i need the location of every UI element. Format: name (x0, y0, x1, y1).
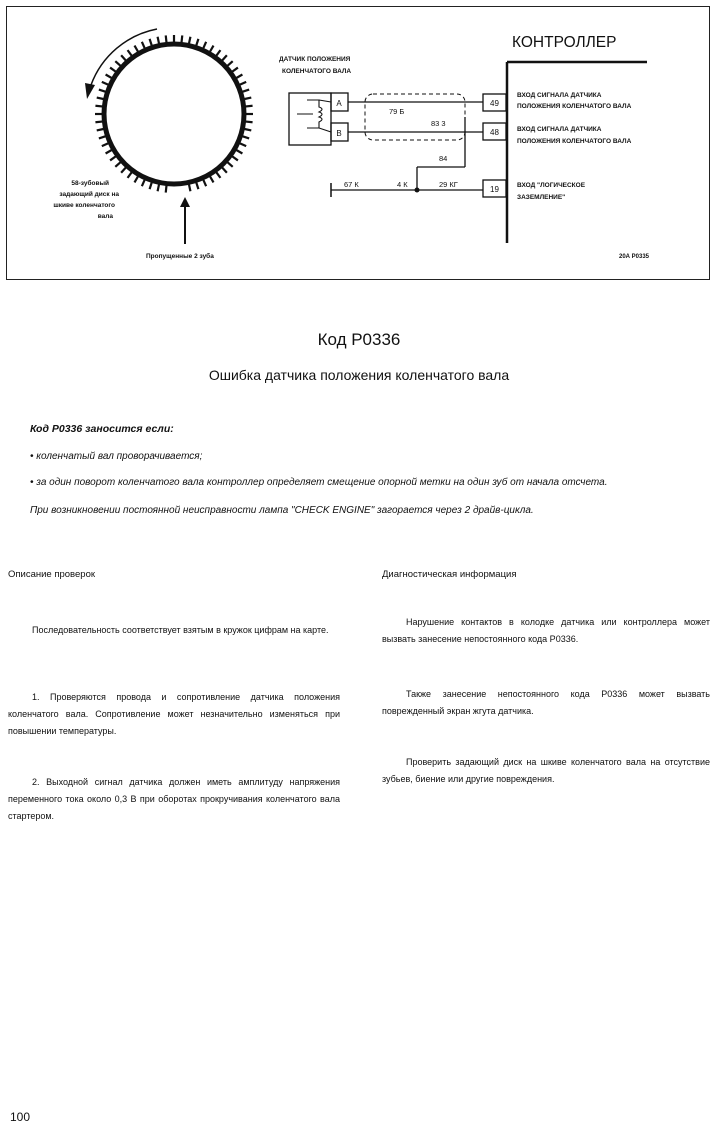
wheel-tooth (227, 61, 233, 66)
pin-49-desc-1: ВХОД СИГНАЛА ДАТЧИКА (517, 92, 602, 99)
pin-48-desc-1: ВХОД СИГНАЛА ДАТЧИКА (517, 126, 602, 133)
sensor-title-1: ДАТЧИК ПОЛОЖЕНИЯ (279, 56, 351, 63)
wheel-tooth (150, 39, 152, 47)
wheel-tooth (231, 68, 237, 73)
sensor-title-2: КОЛЕНЧАТОГО ВАЛА (282, 68, 352, 75)
page-number: 100 (10, 1110, 31, 1124)
coil-lead-a (319, 100, 331, 102)
wheel-tooth (231, 156, 237, 161)
wheel-tooth (235, 75, 242, 79)
pin-19-desc-1: ВХОД "ЛОГИЧЕСКОЕ (517, 182, 586, 189)
wheel-tooth (128, 50, 133, 56)
wheel-tooth (95, 121, 103, 122)
checks-heading: Описание проверок (8, 569, 96, 580)
sensor-pin-a: A (336, 99, 342, 108)
disk-label-4: вала (97, 213, 113, 220)
controller-pin-48: 48 (490, 128, 499, 137)
wheel-tooth (239, 143, 246, 146)
wheel-tooth (121, 55, 126, 61)
trigger-wheel (95, 35, 253, 193)
wheel-tooth (142, 42, 145, 49)
pin-49-desc-2: ПОЛОЖЕНИЯ КОЛЕНЧАТОГО ВАЛА (517, 103, 632, 110)
wheel-tooth (222, 167, 227, 173)
rotation-arrowhead (85, 83, 95, 99)
wheel-tooth (106, 75, 113, 79)
ground-splice (415, 188, 420, 193)
wheel-tooth (203, 42, 206, 49)
wheel-tooth (102, 82, 109, 85)
wheel-tooth (196, 39, 198, 47)
wiring-diagram (6, 6, 710, 280)
diagnostics-paragraph-3-text: Проверить задающий диск на шкиве коленчатого вала на отсутствие зубьев, биение или другие повреждения. (382, 757, 710, 784)
figure-code: 20А Р0335 (619, 254, 650, 260)
wire-79-label: 79 Б (389, 107, 405, 116)
ground-wire-29-label: 29 КГ (439, 180, 458, 189)
controller-pin-49: 49 (490, 99, 499, 108)
diagnostics-paragraph-1-text: Нарушение контактов в колодке датчика или контроллера может вызвать занесение непостоянного кода Р0336. (382, 617, 710, 644)
controller-pin-19: 19 (490, 185, 499, 194)
wheel-tooth (210, 175, 214, 182)
wheel-tooth (222, 55, 227, 61)
wheel-tooth (99, 136, 107, 138)
wheel-tooth (95, 106, 103, 107)
trigger-wheel-ring (104, 44, 244, 184)
wheel-tooth (196, 182, 198, 190)
wheel-tooth (166, 185, 167, 193)
shield-wire-label: 84 (439, 154, 448, 163)
diagram-svg (7, 7, 711, 281)
checks-paragraph-3 (8, 774, 340, 825)
checks-paragraph-1-text: Последовательность соответствует взятым в кружок цифрам на карте. (32, 625, 329, 635)
ground-wire-67-label: 67 К (344, 180, 359, 189)
wire-83-label: 83 3 (431, 119, 446, 128)
wheel-tooth (135, 175, 139, 182)
diagnostics-heading: Диагностическая информация (382, 569, 517, 580)
conditions-heading: Код Р0336 заносится если: (30, 423, 174, 435)
disk-label-2: задающий диск на (59, 191, 119, 198)
wheel-tooth (106, 150, 113, 154)
diagnostics-paragraph-2 (382, 686, 710, 720)
trigger-wheel-teeth (95, 35, 253, 193)
page-subtitle: Ошибка датчика положения коленчатого вала (208, 367, 510, 383)
ground-wire-4-label: 4 К (397, 180, 408, 189)
wheel-tooth (99, 90, 107, 92)
checks-paragraph-1 (8, 622, 340, 639)
disk-label-1: 58-зубовый (71, 180, 109, 187)
wire-shield (365, 94, 465, 140)
wheel-tooth (150, 182, 152, 190)
wheel-tooth (181, 35, 182, 43)
wheel-tooth (128, 171, 133, 177)
wheel-tooth (245, 121, 253, 122)
diagnostics-paragraph-3 (382, 754, 710, 788)
wheel-tooth (239, 82, 246, 85)
wheel-tooth (102, 143, 109, 146)
wheel-tooth (110, 68, 116, 73)
missing-teeth-label: Пропущенные 2 зуба (146, 253, 214, 260)
disk-label-3: шкиве коленчатого (53, 202, 115, 209)
controller-title: КОНТРОЛЛЕР (512, 34, 617, 51)
sensor-pin-b: B (336, 129, 342, 138)
checks-paragraph-2-text: 1. Проверяются провода и сопротивление датчика положения коленчатого вала. Сопротивление может незначительно изменяться при повышении температуры. (8, 692, 340, 736)
wheel-tooth (245, 106, 253, 107)
wheel-tooth (115, 162, 121, 167)
wheel-tooth (142, 179, 145, 186)
wheel-tooth (235, 150, 242, 154)
wheel-tooth (216, 171, 221, 177)
pin-19-desc-2: ЗАЗЕМЛЕНИЕ" (517, 194, 566, 201)
condition-item-2: • за один поворот коленчатого вала контроллер определяет смещение опорной метки на один зуб от начала отсчета. (30, 477, 608, 488)
wheel-tooth (135, 46, 139, 53)
checks-paragraph-2 (8, 689, 340, 740)
wheel-tooth (216, 50, 221, 56)
checks-paragraph-3-text: 2. Выходной сигнал датчика должен иметь амплитуду напряжения переменного тока около 0,3 В при оборотах прокручивания коленчатого вала стартером. (8, 777, 340, 821)
pin-48-desc-2: ПОЛОЖЕНИЯ КОЛЕНЧАТОГО ВАЛА (517, 138, 632, 145)
wheel-tooth (242, 90, 250, 92)
wheel-tooth (203, 179, 206, 186)
condition-note: При возникновении постоянной неисправности лампа "CHECK ENGINE" загорается через 2 драйв-цикла. (30, 505, 534, 516)
wheel-tooth (121, 167, 126, 173)
wheel-tooth (210, 46, 214, 53)
page-title: Код Р0336 (317, 330, 401, 349)
missing-teeth-arrowhead (180, 197, 190, 207)
wheel-tooth (115, 61, 121, 66)
wheel-tooth (110, 156, 116, 161)
coil-lead-b (319, 128, 331, 132)
wheel-tooth (166, 35, 167, 43)
wheel-tooth (242, 136, 250, 138)
condition-item-1: • коленчатый вал проворачивается; (30, 451, 203, 462)
diagnostics-paragraph-2-text: Также занесение непостоянного кода Р0336 может вызвать поврежденный экран жгута датчика. (382, 689, 710, 716)
wheel-tooth (227, 162, 233, 167)
diagnostics-paragraph-1 (382, 614, 710, 648)
